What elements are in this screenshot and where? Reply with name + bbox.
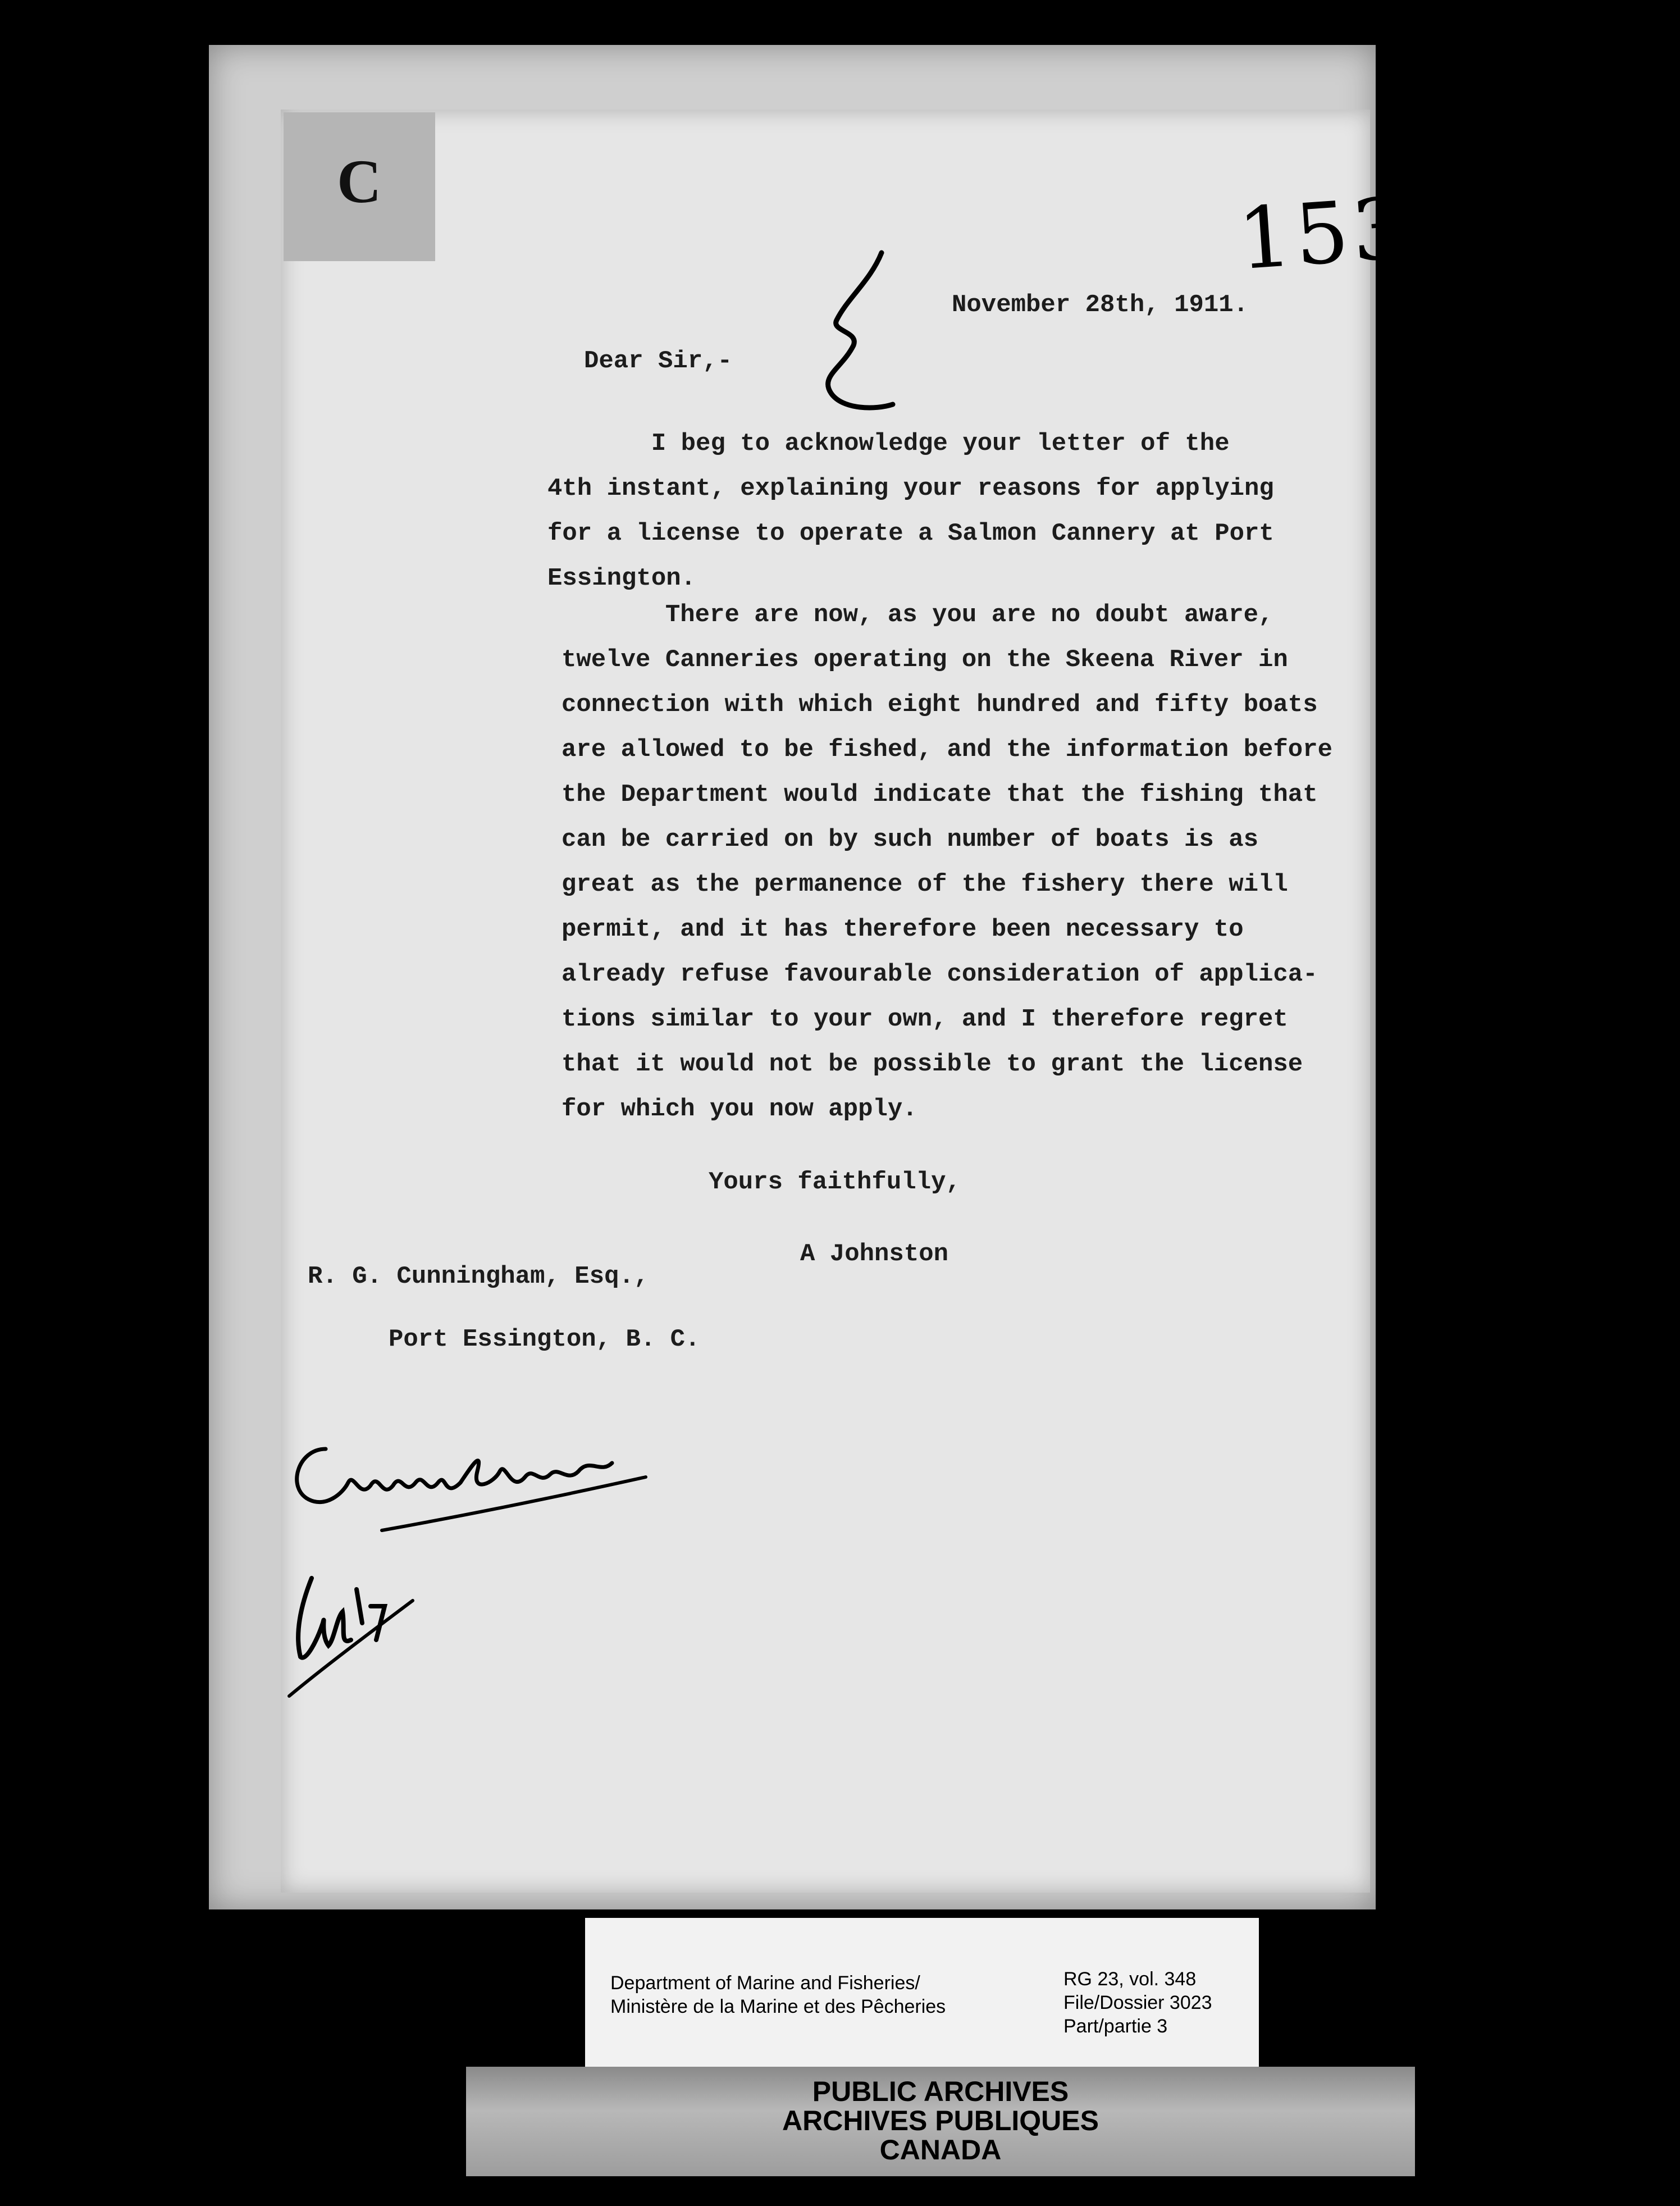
paragraph-line: There are now, as you are no doubt aware, [561,601,1273,629]
paragraph-line: that it would not be possible to grant the license [561,1050,1303,1078]
handwritten-initials [278,1556,418,1713]
paragraph-line: connection with which eight hundred and fifty boats [561,691,1318,719]
paragraph-line: the Department would indicate that the fishing that [561,781,1318,809]
cunningham-handwritten-signature [275,1387,657,1544]
addressee-place: Port Essington, B. C. [389,1325,700,1353]
department-line: Ministère de la Marine et des Pêcheries [610,1996,946,2017]
corner-mark: C [337,147,382,216]
department-name [610,1971,946,2018]
paragraph-line: tions similar to your own, and I therefore regret [561,1005,1288,1033]
file-reference [1063,1967,1212,2038]
paragraph-line: for a license to operate a Salmon Cannery at Port [547,519,1274,548]
banner-line: CANADA [879,2134,1002,2166]
salutation: Dear Sir,- [584,347,733,375]
paragraph-acknowledgement [547,421,1274,601]
paragraph-line: I beg to acknowledge your letter of the [547,430,1230,458]
archives-banner-text [466,2077,1415,2164]
department-line: Department of Marine and Fisheries/ [610,1972,920,1994]
paragraph-line: can be carried on by such number of boats is as [561,826,1259,854]
paragraph-line: great as the permanence of the fishery there will [561,870,1288,899]
addressee-name: R. G. Cunningham, Esq., [308,1262,649,1291]
reference-line: File/Dossier 3023 [1063,1992,1212,2013]
handwritten-page-number: 153 [1235,179,1413,289]
paragraph-line: for which you now apply. [561,1095,917,1123]
paragraph-line: permit, and it has therefore been necessary to [561,915,1244,944]
paragraph-line: 4th instant, explaining your reasons for applying [547,475,1274,503]
paragraph-line: twelve Canneries operating on the Skeena River in [561,646,1288,674]
paragraph-line: Essington. [547,564,696,592]
paragraph-line: already refuse favourable consideration of applica- [561,960,1318,988]
banner-line: ARCHIVES PUBLIQUES [782,2105,1099,2136]
signer-name: A Johnston [800,1240,949,1268]
letter-date: November 28th, 1911. [952,291,1249,319]
banner-line: PUBLIC ARCHIVES [812,2076,1069,2107]
editor-scrawl-mark [797,247,910,449]
public-archives-banner [466,2067,1415,2176]
paragraph-line: are allowed to be fished, and the information before [561,736,1333,764]
reference-line: RG 23, vol. 348 [1063,1968,1197,1990]
margin-tick-mark [1381,1033,1494,1078]
paragraph-refusal [561,592,1332,1132]
archive-catalog-label [585,1918,1259,2072]
reference-line: Part/partie 3 [1063,2016,1168,2037]
closing: Yours faithfully, [709,1168,961,1196]
